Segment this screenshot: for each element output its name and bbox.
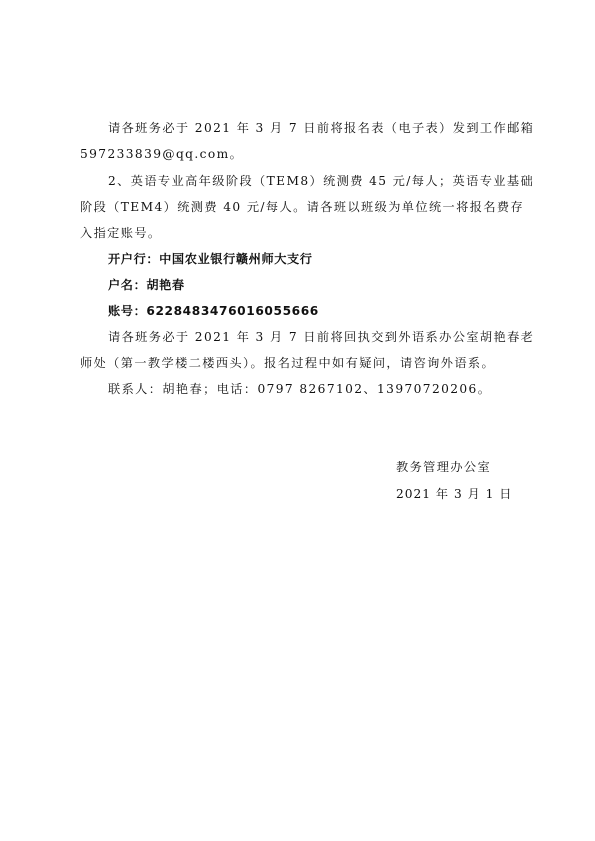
paragraph-fee-line-1: 2、英语专业高年级阶段（TEM8）统测费 45 元/每人；英语专业基础 xyxy=(108,174,535,188)
account-holder: 户名：胡艳春 xyxy=(108,278,185,292)
account-number: 账号：6228483476016055666 xyxy=(108,304,319,318)
signature-office: 教务管理办公室 xyxy=(396,460,492,474)
paragraph-fee-line-2: 阶段（TEM4）统测费 40 元/每人。请各班以班级为单位统一将报名费存 xyxy=(80,200,525,214)
paragraph-receipt-line-1: 请各班务必于 2021 年 3 月 7 日前将回执交到外语系办公室胡艳春老 xyxy=(108,330,535,344)
bank-name: 开户行：中国农业银行赣州师大支行 xyxy=(108,252,313,266)
paragraph-receipt-line-2: 师处（第一教学楼二楼西头）。报名过程中如有疑问，请咨询外语系。 xyxy=(80,356,496,370)
signature-date: 2021 年 3 月 1 日 xyxy=(396,487,513,501)
paragraph-email-instruction: 请各班务必于 2021 年 3 月 7 日前将报名表（电子表）发到工作邮箱 xyxy=(108,121,535,135)
paragraph-fee-line-3: 入指定账号。 xyxy=(80,226,162,240)
paragraph-email-address: 597233839@qq.com。 xyxy=(80,147,244,161)
contact-line: 联系人：胡艳春；电话：0797 8267102、13970720206。 xyxy=(108,382,492,396)
